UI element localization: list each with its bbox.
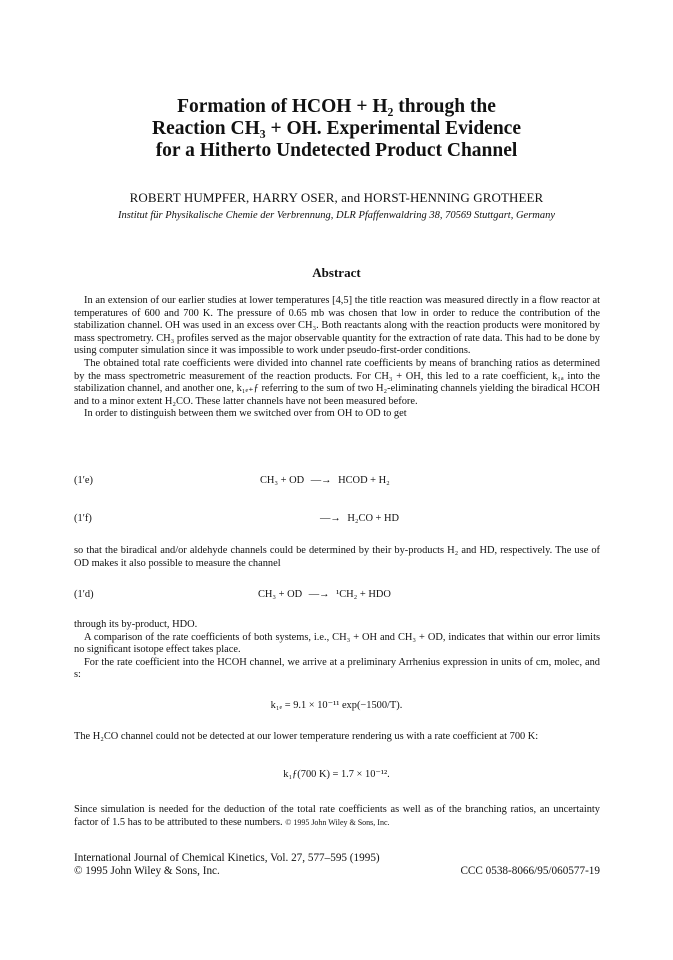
abstract-paragraph-5: through its by-product, HDO.	[74, 619, 198, 630]
ccc-code: CCC 0538-8066/95/060577-19	[460, 865, 600, 877]
abstract-block-3	[74, 619, 600, 682]
abstract-paragraph-9	[74, 804, 600, 829]
equation-products: HCOD + H₂	[338, 475, 390, 486]
equation-products: ¹CH₂ + HDO	[336, 589, 391, 600]
paper-title	[60, 96, 613, 162]
abstract-heading: Abstract	[312, 265, 361, 280]
abstract-paragraph-4: so that the biradical and/or aldehyde channels could be determined by their by-products H₂ and HD, respectively. The use of OD makes it also possible to measure the channel	[74, 545, 600, 569]
equation-1e	[74, 475, 600, 489]
journal-citation	[74, 852, 380, 878]
equation-1d	[74, 589, 600, 603]
journal-reference: International Journal of Chemical Kinetics, Vol. 27, 577–595 (1995)	[74, 852, 380, 864]
equation-label: (1′e)	[74, 475, 94, 486]
abstract-paragraph-3: In order to distinguish between them we switched over from OH to OD to get	[84, 408, 407, 420]
title-line-2: Reaction CH₃ + OH. Experimental Evidence	[151, 118, 521, 139]
reaction-arrow: —→	[308, 589, 330, 600]
equation-body	[260, 475, 390, 486]
abstract-paragraph-2: The obtained total rate coefficients were divided into channel rate coefficients by means of branching ratios as determined by the mass spectrometric measurement of the reaction products. For CH₃ + OH, this led to a rate coefficient, k₁ₐ into the stabilization channel, and another one, k₁ₑ₊ƒ referring to the sum of two H₂-eliminating channels yielding the biradical HCOH and to a minor extent H₂CO. These latter channels have not been measured before.	[74, 357, 600, 407]
reaction-arrow: —→	[310, 475, 332, 486]
equation-reactants: CH₃ + OD	[258, 589, 303, 600]
title-line-3: for a Hitherto Undetected Product Channel	[155, 140, 518, 161]
equation-k1f: k₁ƒ(700 K) = 1.7 × 10⁻¹².	[283, 769, 390, 780]
title-line-1: Formation of HCOH + H₂ through the	[177, 96, 496, 117]
abstract-paragraph-6: A comparison of the rate coefficients of both systems, i.e., CH₃ + OH and CH₃ + OD, indicates that within our error limits no significant isotope effect takes place.	[74, 631, 600, 656]
author-list: ROBERT HUMPFER, HARRY OSER, and HORST-HENNING GROTHEER	[129, 190, 544, 205]
equation-reactants: CH₃ + OD	[260, 475, 305, 486]
abstract-block-5	[74, 804, 600, 829]
abstract-paragraph-1: In an extension of our earlier studies at lower temperatures [4,5] the title reaction was measured directly in a flow reactor at temperatures of 600 and 700 K. The pressure of 0.65 mb was chosen that low in order to reduce the contribution of the stabilization channel. OH was used in an excess over CH₃. Both reactants along with the reaction products were monitored by mass spectrometry. CH₃ profiles served as the major observable quantity for the extraction of rate data. This had to be done by using computer simulation since it was impossible to work under pseudo-first-order conditions.	[74, 295, 600, 357]
equation-body	[316, 513, 399, 524]
reaction-arrow: —→	[320, 513, 341, 524]
equation-label: (1′d)	[74, 589, 94, 600]
abstract-block-2	[74, 545, 600, 570]
equation-k1e: k₁ₑ = 9.1 × 10⁻¹¹ exp(−1500/T).	[270, 700, 403, 711]
abstract-block-4	[74, 731, 600, 744]
equation-body	[258, 589, 391, 600]
equation-1f	[74, 513, 600, 527]
abstract-paragraph-7: For the rate coefficient into the HCOH channel, we arrive at a preliminary Arrhenius expression in units of cm, molec, and s:	[74, 656, 600, 681]
closing-sentence: Since simulation is needed for the deduction of the total rate coefficients as well as of the branching ratios, an uncertainty factor of 1.5 has to be attributed to these numbers.	[74, 804, 600, 828]
equation-label: (1′f)	[74, 513, 92, 524]
equation-products: H₂CO + HD	[347, 513, 400, 524]
abstract-copyright: © 1995 John Wiley & Sons, Inc.	[285, 817, 390, 827]
abstract-paragraph-8: The H₂CO channel could not be detected at our lower temperature rendering us with a rate coefficient at 700 K:	[74, 731, 539, 742]
journal-copyright: © 1995 John Wiley & Sons, Inc.	[74, 865, 220, 877]
abstract-block-1	[74, 295, 600, 421]
affiliation: Institut für Physikalische Chemie der Verbrennung, DLR Pfaffenwaldring 38, 70569 Stuttgart, Germany	[117, 210, 556, 221]
